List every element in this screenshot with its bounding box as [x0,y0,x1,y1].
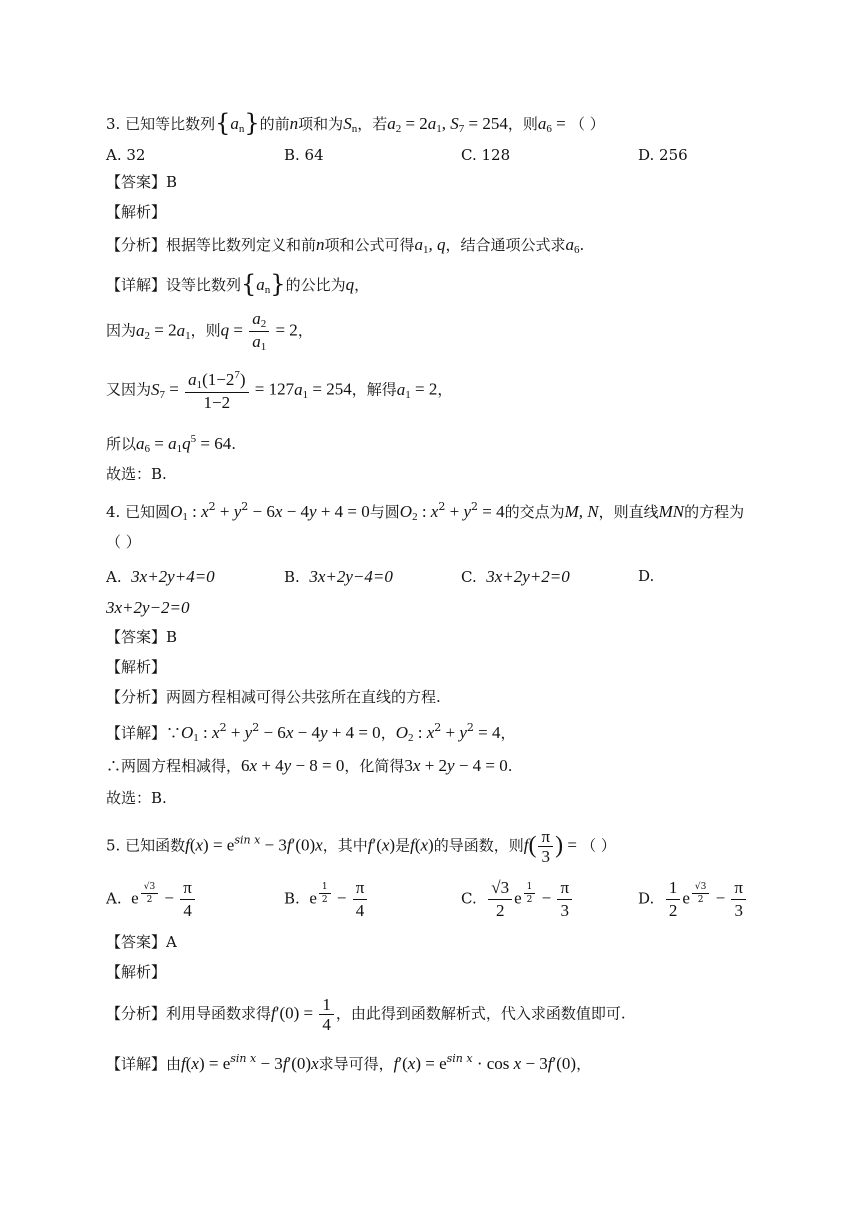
q4-blank: （ ） [106,533,141,551]
q5-jiexi: 【解析】 [106,963,167,981]
q5-option-a: A. e $^{\frac{√3}{2}}$ − $\frac{\pi}{4}$ [106,878,197,921]
q4-option-c: C. 3x+2y+2=0 [461,567,570,586]
q3-xiangjie: 【详解】设等比数列$\{a_n\}$的公比为q， [106,270,370,298]
q5-stem: 5. 已知函数$f(x) = e^{sin x} - 3f'(0)x$，其中f′(x)是f(x)的导函数，则f( $\frac{\pi}{3}$ ) = （ ） [106,827,616,866]
q4-guxuan: 故选：B. [106,789,167,807]
q3-option-c: C. 128 [461,146,511,164]
q3-option-d: D. 256 [638,146,688,164]
q5-xiangjie: 【详解】由$f(x) = e^{sin x} - 3f'(0)x$求导可得，$f'(x) = e^{sin x} \cdot \cos x - 3f'(0)$， [106,1052,592,1073]
q3-step-2: 又因为$S_7$ = $\frac{a_1(1-2^7)}{1-2}$ = $127a_1 = 254$，解得$a_1 = 2$， [106,369,453,412]
q4-step-1: ∴两圆方程相减得，6x + 4y − 8 = 0，化简得3x + 2y − 4 = 0. [106,756,513,775]
q3-step-1: 因为$a_2 = 2a_1$，则q = $\frac{a_2}{a_1}$ = 2， [106,309,313,353]
q5-option-d: D. $\frac{1}{2}$ e $^{\frac{√3}{2}}$ − $\frac{\pi}{3}$ [638,878,748,921]
q4-answer: 【答案】B [106,628,178,646]
q4-fenxi: 【分析】两圆方程相减可得公共弦所在直线的方程. [106,688,441,706]
q4-option-b: B. 3x+2y−4=0 [284,567,393,586]
q3-jiexi: 【解析】 [106,203,167,221]
q5-answer: 【答案】A [106,933,177,951]
q3-stem: 3. 已知等比数列$\{a_n\}$的前n项和为$S_n$，若$a_2 = 2a_1$, $S_7 = 254$，则$a_6$ = （ ） [106,109,605,137]
q4-option-d-label: D. [638,567,655,585]
q3-step-3: 所以$a_6 = a_1q^5 = 64$. [106,433,236,455]
q3-guxuan: 故选：B. [106,465,167,483]
q4-jiexi: 【解析】 [106,658,167,676]
q4-option-a: A. 3x+2y+4=0 [106,567,215,586]
q5-option-b: B. e $^{\frac{1}{2}}$ − $\frac{\pi}{4}$ [284,878,369,921]
q5-fenxi: 【分析】利用导函数求得f′(0) = $\frac{1}{4}$ ，由此得到函数解析式，代入求函数值即可. [106,995,626,1034]
q4-stem: 4. 已知圆$O_1$ : $x^2 + y^2 - 6x - 4y + 4 = 0$与圆$O_2$ : $x^2 + y^2 = 4$的交点为M, N，则直线MN的方程为 [106,500,745,523]
q3-fenxi: 【分析】根据等比数列定义和前n项和公式可得$a_1$, q，结合通项公式求$a_6$. [106,235,585,256]
q5-option-c: C. $\frac{√3}{2}$ e $^{\frac{1}{2}}$ − $\frac{\pi}{3}$ [461,878,574,921]
q3-option-a: A. 32 [106,146,146,164]
q4-option-d: 3x+2y−2=0 [106,598,190,617]
q4-xiangjie: 【详解】$\because O_1$ : $x^2 + y^2 - 6x - 4y + 4 = 0$，$O_2$ : $x^2 + y^2 = 4$， [106,721,516,744]
q3-answer: 【答案】B [106,173,178,191]
q3-option-b: B. 64 [284,146,324,164]
